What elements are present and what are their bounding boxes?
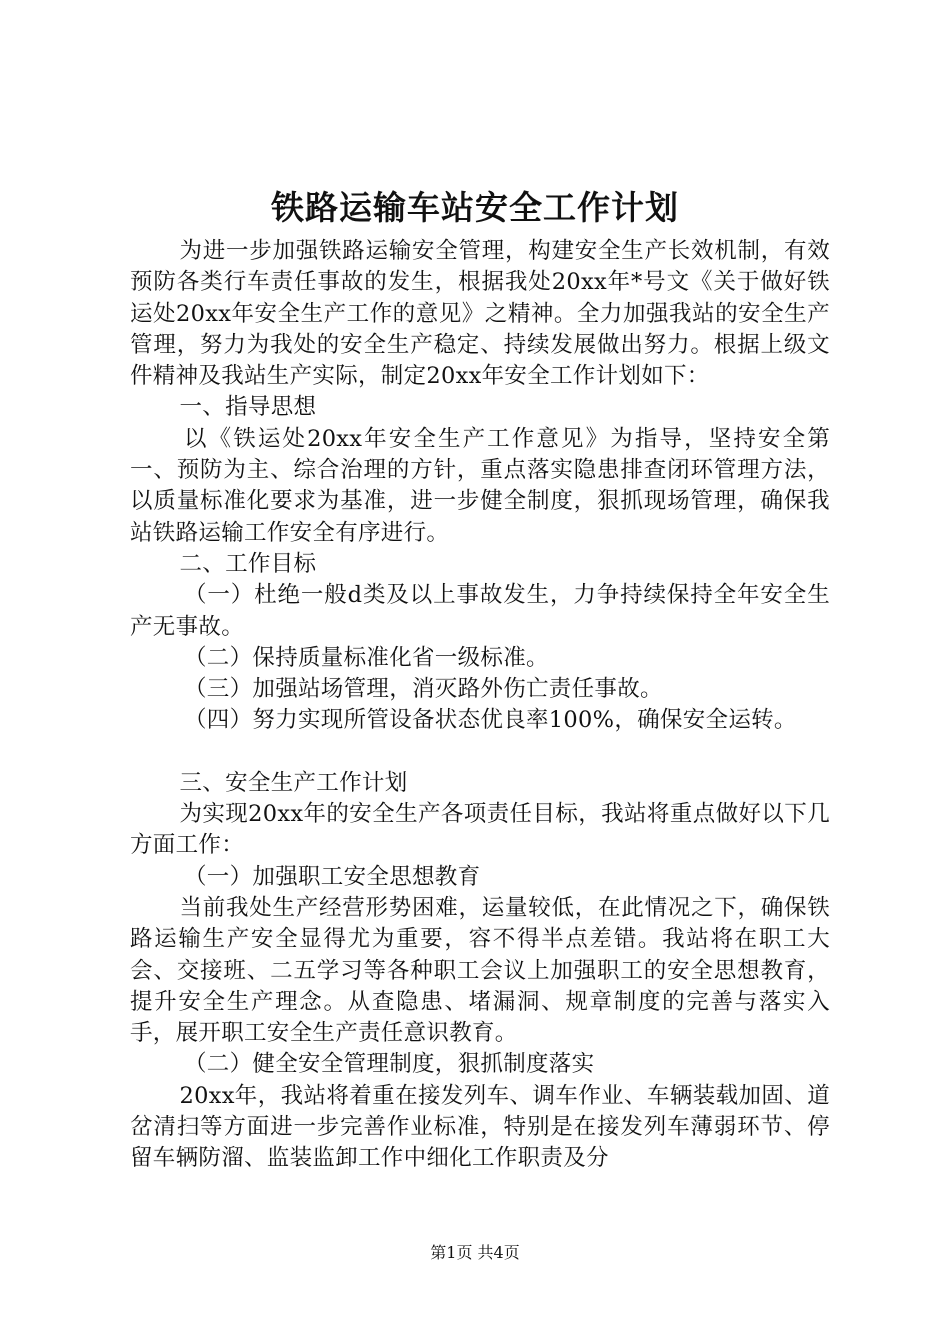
section-heading-work-goals: 二、工作目标 — [179, 550, 317, 577]
section-heading-guiding-thought: 一、指导思想 — [179, 394, 317, 421]
section-heading-safety-plan: 三、安全生产工作计划 — [179, 769, 408, 796]
subsection-heading-management: （二）健全安全管理制度，狠抓制度落实 — [184, 1051, 595, 1078]
document-body — [130, 236, 830, 1175]
education-paragraph: 当前我处生产经营形势困难，运量较低，在此情况之下，确保铁路运输生产安全显得尤为重要，容不得半点差错。我站将在职工大会、交接班、二五学习等各种职工会议上加强职工的安全思想教育，提升安全生产理念。从查隐患、堵漏洞、规章制度的完善与落实入手，展开职工安全生产责任意识教育。 — [130, 894, 830, 1047]
management-paragraph: 20xx年，我站将着重在接发列车、调车作业、车辆装载加固、道岔清扫等方面进一步完善作业标准，特别是在接发列车薄弱环节、停留车辆防溜、监装监卸工作中细化工作职责及分 — [130, 1082, 830, 1172]
paragraph-spacer — [130, 737, 830, 768]
page-number: 第1页 共4页 — [430, 1243, 520, 1262]
document-title: 铁路运输车站安全工作计划 — [271, 188, 679, 227]
intro-paragraph: 为进一步加强铁路运输安全管理，构建安全生产长效机制，有效预防各类行车责任事故的发生，根据我处20xx年*号文《关于做好铁运处20xx年安全生产工作的意见》之精神。全力加强我站的安全生产管理，努力为我处的安全生产稳定、持续发展做出努力。根据上级文件精神及我站生产实际，制定20xx年安全工作计划如下： — [130, 238, 830, 390]
safety-plan-intro: 为实现20xx年的安全生产各项责任目标，我站将重点做好以下几方面工作： — [130, 801, 830, 859]
goal-item-1: （一）杜绝一般d类及以上事故发生，力争持续保持全年安全生产无事故。 — [130, 582, 830, 640]
guiding-thought-paragraph: 以《铁运处20xx年安全生产工作意见》为指导，坚持安全第一、预防为主、综合治理的方针，重点落实隐患排查闭环管理方法，以质量标准化要求为基准，进一步健全制度，狠抓现场管理，确保我站铁路运输工作安全有序进行。 — [130, 425, 830, 546]
goal-item-3: （三）加强站场管理，消灭路外伤亡责任事故。 — [184, 676, 663, 703]
subsection-heading-education: （一）加强职工安全思想教育 — [184, 863, 481, 890]
goal-item-2: （二）保持质量标准化省一级标准。 — [184, 644, 549, 671]
goal-item-4: （四）努力实现所管设备状态优良率100%，确保安全运转。 — [184, 707, 797, 734]
